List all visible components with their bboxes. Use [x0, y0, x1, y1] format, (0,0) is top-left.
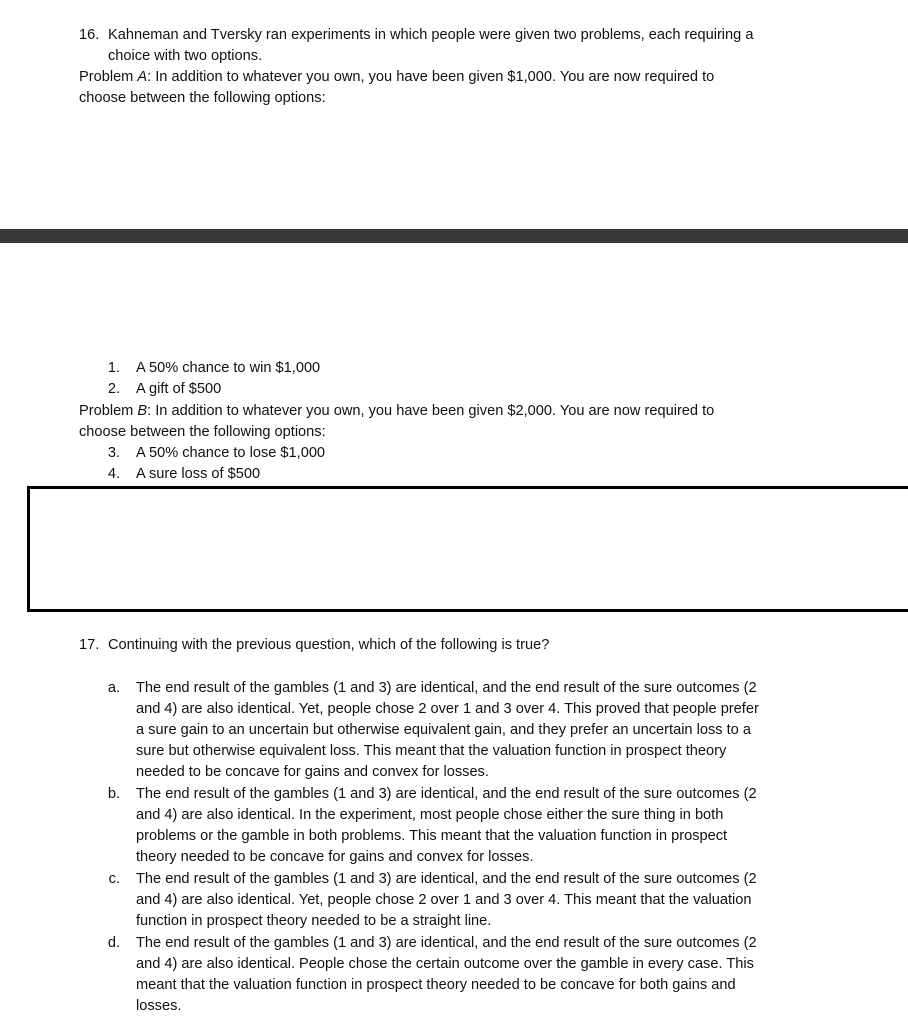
problem-b-line1 [79, 401, 714, 422]
option-line: function in prospect theory needed to be a straight line. [136, 913, 492, 929]
option-line: losses. [136, 998, 182, 1014]
option-text: A gift of $500 [136, 381, 222, 397]
option-line: problems or the gamble in both problems. This meant that the valuation function in prospect [136, 828, 728, 844]
option-line: meant that the valuation function in prospect theory needed to be concave for both gains and [136, 977, 736, 993]
option-line: and 4) are also identical. In the experiment, most people chose either the sure thing in both [136, 807, 724, 823]
q17-question: Continuing with the previous question, which of the following is true? [108, 637, 550, 653]
problem-b-label: Problem [79, 403, 138, 419]
option-line: a sure gain to an uncertain but otherwise equivalent gain, and they prefer an uncertain loss to a [136, 722, 751, 738]
q17-number: 17. [79, 637, 100, 653]
answer-box[interactable] [27, 486, 908, 612]
q16-number: 16. [79, 27, 100, 43]
option-line: and 4) are also identical. People chose the certain outcome over the gamble in every case. This [136, 956, 754, 972]
problem-a-text: : In addition to whatever you own, you have been given $1,000. You are now required to [147, 69, 715, 85]
problem-a-line1 [79, 67, 714, 88]
problem-a-label: Problem [79, 69, 138, 85]
option-number: 1. [107, 360, 120, 376]
option-number: 3. [107, 445, 120, 461]
option-letter: c. [108, 871, 120, 887]
problem-b-line2: choose between the following options: [79, 424, 326, 440]
option-number: 4. [107, 466, 120, 482]
option-line: theory needed to be concave for gains and convex for losses. [136, 849, 534, 865]
option-number: 2. [107, 381, 120, 397]
option-text: A sure loss of $500 [136, 466, 261, 482]
problem-b-text: : In addition to whatever you own, you have been given $2,000. You are now required to [147, 403, 715, 419]
option-line: needed to be concave for gains and convex for losses. [136, 764, 489, 780]
option-letter: b. [107, 786, 120, 802]
option-line: and 4) are also identical. Yet, people chose 2 over 1 and 3 over 4. This proved that people prefer [136, 701, 759, 717]
page-divider [0, 229, 908, 243]
problem-a-line2: choose between the following options: [79, 90, 326, 106]
option-text: A 50% chance to lose $1,000 [136, 445, 326, 461]
option-line: The end result of the gambles (1 and 3) are identical, and the end result of the sure outcomes (2 [136, 871, 757, 887]
option-line: The end result of the gambles (1 and 3) are identical, and the end result of the sure outcomes (2 [136, 935, 757, 951]
option-letter: d. [107, 935, 120, 951]
option-line: and 4) are also identical. Yet, people chose 2 over 1 and 3 over 4. This meant that the valuation [136, 892, 752, 908]
option-text: A 50% chance to win $1,000 [136, 360, 321, 376]
option-line: The end result of the gambles (1 and 3) are identical, and the end result of the sure outcomes (2 [136, 680, 757, 696]
problem-a-letter: A [137, 69, 148, 85]
problem-b-letter: B [137, 403, 148, 419]
option-line: The end result of the gambles (1 and 3) are identical, and the end result of the sure outcomes (2 [136, 786, 757, 802]
option-letter: a. [107, 680, 120, 696]
q16-intro-line1: Kahneman and Tversky ran experiments in which people were given two problems, each requiring a [108, 27, 754, 43]
q16-intro-line2: choice with two options. [108, 48, 263, 64]
option-line: sure but otherwise equivalent loss. This meant that the valuation function in prospect theory [136, 743, 727, 759]
